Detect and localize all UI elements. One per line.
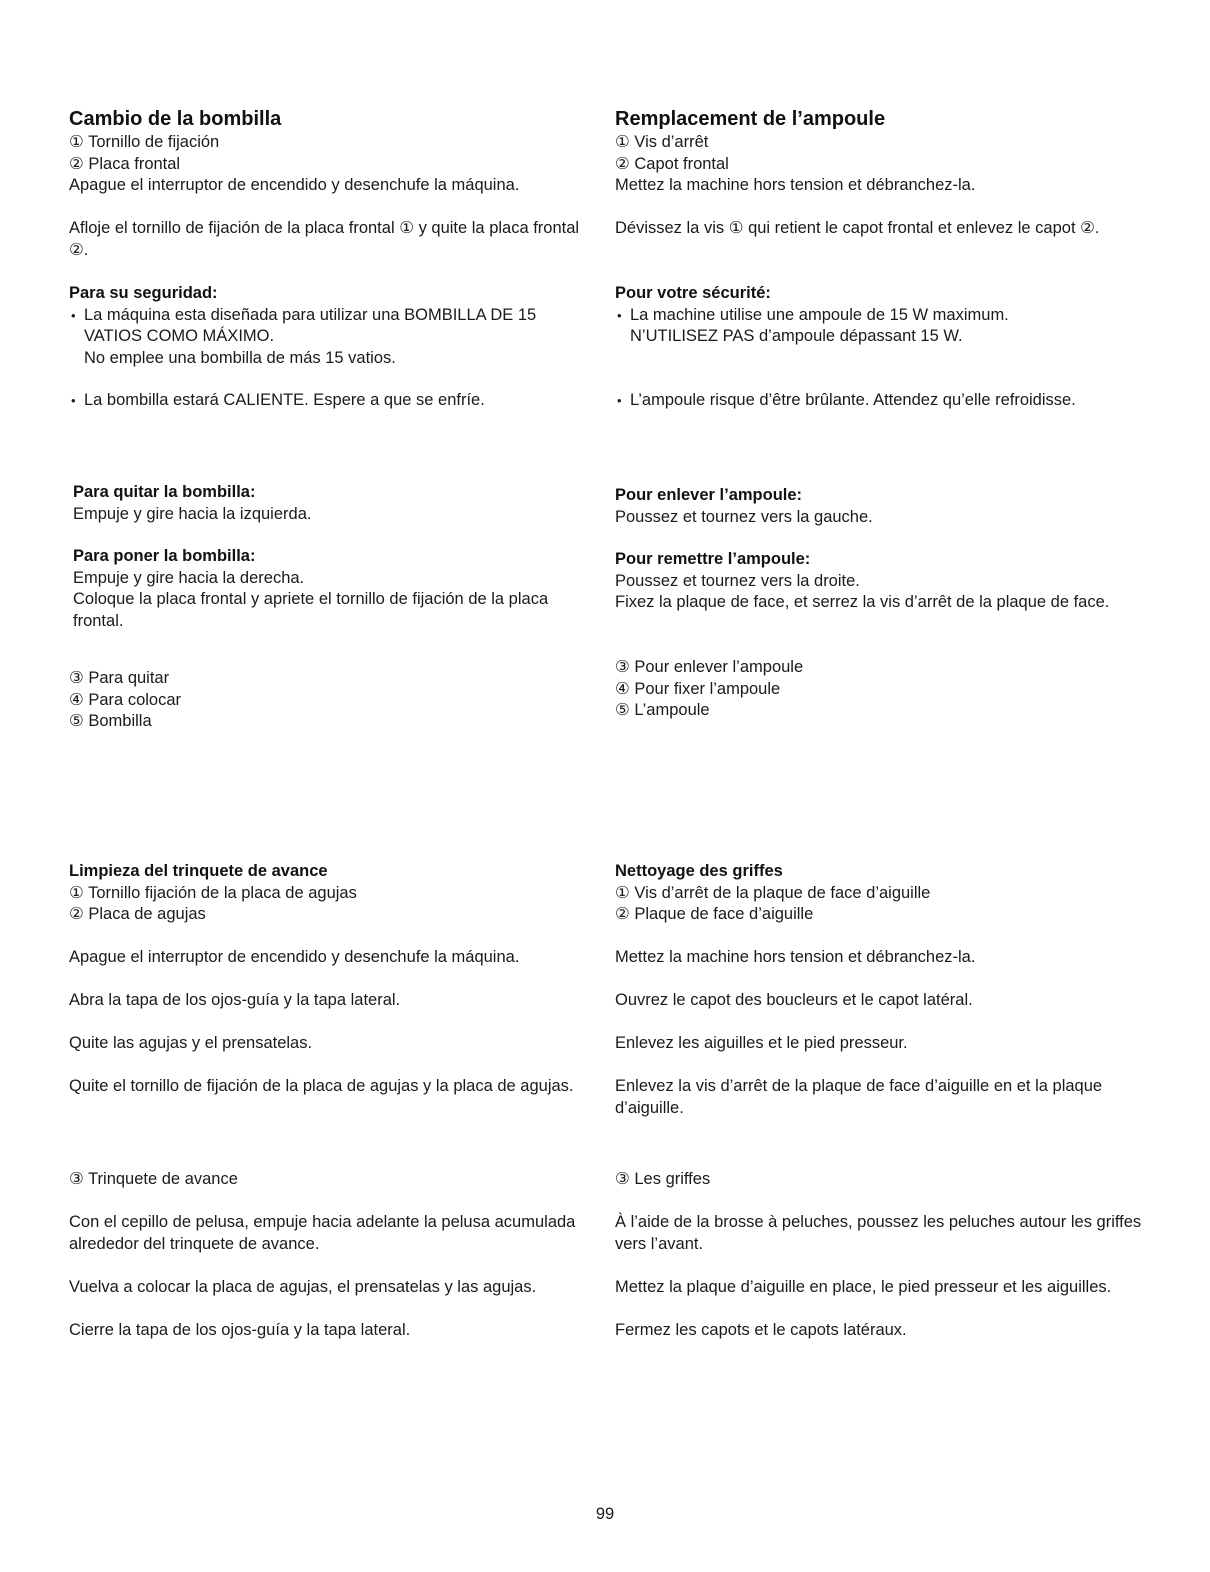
es-safety-bullet1-text: • La máquina esta diseñada para utilizar una BOMBILLA DE 15 VATIOS COMO MÁXIMO. xyxy=(84,305,537,345)
fr-legend-item5: ⑤ L’ampoule xyxy=(615,701,710,719)
fr-remove-title: Pour enlever l’ampoule: xyxy=(615,486,803,504)
es-clean-p4: Quite el tornillo de fijación de la placa de agujas y la placa de agujas. xyxy=(69,1077,574,1095)
es-clean-p2: Abra la tapa de los ojos-guía y la tapa lateral. xyxy=(69,991,401,1009)
fr-clean-p2: Ouvrez le capot des boucleurs et le capot latéral. xyxy=(615,991,973,1009)
es-remove-text: Empuje y gire hacia la izquierda. xyxy=(73,504,312,523)
es-clean-p1: Apague el interruptor de encendido y desenchufe la máquina. xyxy=(69,948,520,966)
fr-bulb-p2: Dévissez la vis ① qui retient le capot frontal et enlevez le capot ②. xyxy=(615,219,1100,237)
fr-bulb-legend xyxy=(615,657,1155,722)
fr-safety-title: Pour votre sécurité: xyxy=(615,284,771,302)
fr-clean-section xyxy=(615,861,1155,1119)
fr-clean-p4: Enlevez la vis d’arrêt de la plaque de face d’aiguille en et la plaque d’aiguille. xyxy=(615,1077,1103,1117)
fr-legend-item3: ③ Pour enlever l’ampoule xyxy=(615,658,804,676)
fr-clean-p5: À l’aide de la brosse à peluches, poussez les peluches autour les griffes vers l’avant. xyxy=(615,1213,1142,1253)
es-bulb-title: Cambio de la bombilla xyxy=(69,108,282,130)
fr-clean-section2 xyxy=(615,1169,1155,1341)
fr-clean-item2: ② Plaque de face d’aiguille xyxy=(615,905,814,923)
es-legend-item5: ⑤ Bombilla xyxy=(69,712,152,730)
fr-clean-p1: Mettez la machine hors tension et débranchez-la. xyxy=(615,948,976,966)
fr-clean-item3: ③ Les griffes xyxy=(615,1170,711,1188)
fr-safety-bullet1-cont: N’UTILISEZ PAS d’ampoule dépassant 15 W. xyxy=(630,327,963,345)
es-bulb-section xyxy=(69,106,589,261)
fr-safety-bullet2-text: • L’ampoule risque d’être brûlante. Attendez qu’elle refroidisse. xyxy=(615,390,1155,412)
fr-safety-section xyxy=(615,283,1155,348)
es-clean-p7: Cierre la tapa de los ojos-guía y la tapa lateral. xyxy=(69,1320,411,1339)
fr-bulb-section xyxy=(615,106,1155,240)
fr-clean-p7: Fermez les capots et le capots latéraux. xyxy=(615,1320,907,1339)
fr-bulb-item1: ① Vis d’arrêt xyxy=(615,133,709,151)
es-clean-section2 xyxy=(69,1169,589,1341)
fr-safety-bullet1-text: • La machine utilise une ampoule de 15 W maximum. xyxy=(630,305,1009,324)
es-put-title: Para poner la bombilla: xyxy=(73,547,256,565)
es-clean-p5: Con el cepillo de pelusa, empuje hacia adelante la pelusa acumulada alrededor del trinquete de avance. xyxy=(69,1213,576,1253)
fr-put-section xyxy=(615,549,1155,614)
es-safety-bullet1-cont: No emplee una bombilla de más 15 vatios. xyxy=(84,348,396,367)
es-bulb-item2: ② Placa frontal xyxy=(69,154,181,173)
es-put-text2: Coloque la placa frontal y apriete el tornillo de fijación de la placa frontal. xyxy=(73,590,549,630)
fr-bulb-title: Remplacement de l’ampoule xyxy=(615,108,886,130)
es-safety-bullet2 xyxy=(69,390,589,412)
es-clean-item3: ③ Trinquete de avance xyxy=(69,1170,238,1188)
es-safety-bullet1 xyxy=(69,305,589,370)
es-clean-item1: ① Tornillo fijación de la placa de agujas xyxy=(69,883,357,902)
es-legend-item4: ④ Para colocar xyxy=(69,690,182,709)
es-clean-p6: Vuelva a colocar la placa de agujas, el prensatelas y las agujas. xyxy=(69,1277,537,1296)
es-clean-p3: Quite las agujas y el prensatelas. xyxy=(69,1034,313,1052)
es-bulb-legend xyxy=(69,668,589,733)
es-put-section xyxy=(73,546,593,632)
fr-bulb-p1: Mettez la machine hors tension et débranchez-la. xyxy=(615,176,976,194)
fr-legend-item4: ④ Pour fixer l’ampoule xyxy=(615,679,781,698)
es-bulb-p1: Apague el interruptor de encendido y desenchufe la máquina. xyxy=(69,176,520,194)
es-safety-bullet2-text: • La bombilla estará CALIENTE. Espere a que se enfríe. xyxy=(69,390,589,412)
fr-safety-bullet2 xyxy=(615,390,1155,412)
es-remove-title: Para quitar la bombilla: xyxy=(73,483,256,501)
fr-remove-section xyxy=(615,485,1155,528)
es-clean-item2: ② Placa de agujas xyxy=(69,905,206,923)
es-bulb-p2: Afloje el tornillo de fijación de la placa frontal ① y quite la placa frontal ②. xyxy=(69,219,580,259)
fr-clean-item1: ① Vis d’arrêt de la plaque de face d’aiguille xyxy=(615,883,931,902)
fr-clean-p3: Enlevez les aiguilles et le pied presseur. xyxy=(615,1034,908,1052)
es-remove-section xyxy=(73,482,593,525)
es-clean-section xyxy=(69,861,589,1098)
fr-bulb-item2: ② Capot frontal xyxy=(615,154,729,173)
es-safety-section xyxy=(69,283,589,369)
es-safety-title: Para su seguridad: xyxy=(69,284,218,302)
es-bulb-item1: ① Tornillo de fijación xyxy=(69,133,220,151)
fr-put-text2: Fixez la plaque de face, et serrez la vis d’arrêt de la plaque de face. xyxy=(615,593,1110,611)
fr-remove-text: Poussez et tournez vers la gauche. xyxy=(615,507,873,526)
fr-clean-title: Nettoyage des griffes xyxy=(615,862,783,880)
fr-safety-bullet1 xyxy=(615,305,1155,348)
es-clean-title: Limpieza del trinquete de avance xyxy=(69,862,328,880)
fr-put-title: Pour remettre l’ampoule: xyxy=(615,550,811,568)
fr-put-text1: Poussez et tournez vers la droite. xyxy=(615,571,860,590)
fr-clean-p6: Mettez la plaque d’aiguille en place, le pied presseur et les aiguilles. xyxy=(615,1277,1112,1296)
es-put-text1: Empuje y gire hacia la derecha. xyxy=(73,568,305,587)
page-number: 99 xyxy=(595,1505,615,1523)
es-legend-item3: ③ Para quitar xyxy=(69,669,170,687)
